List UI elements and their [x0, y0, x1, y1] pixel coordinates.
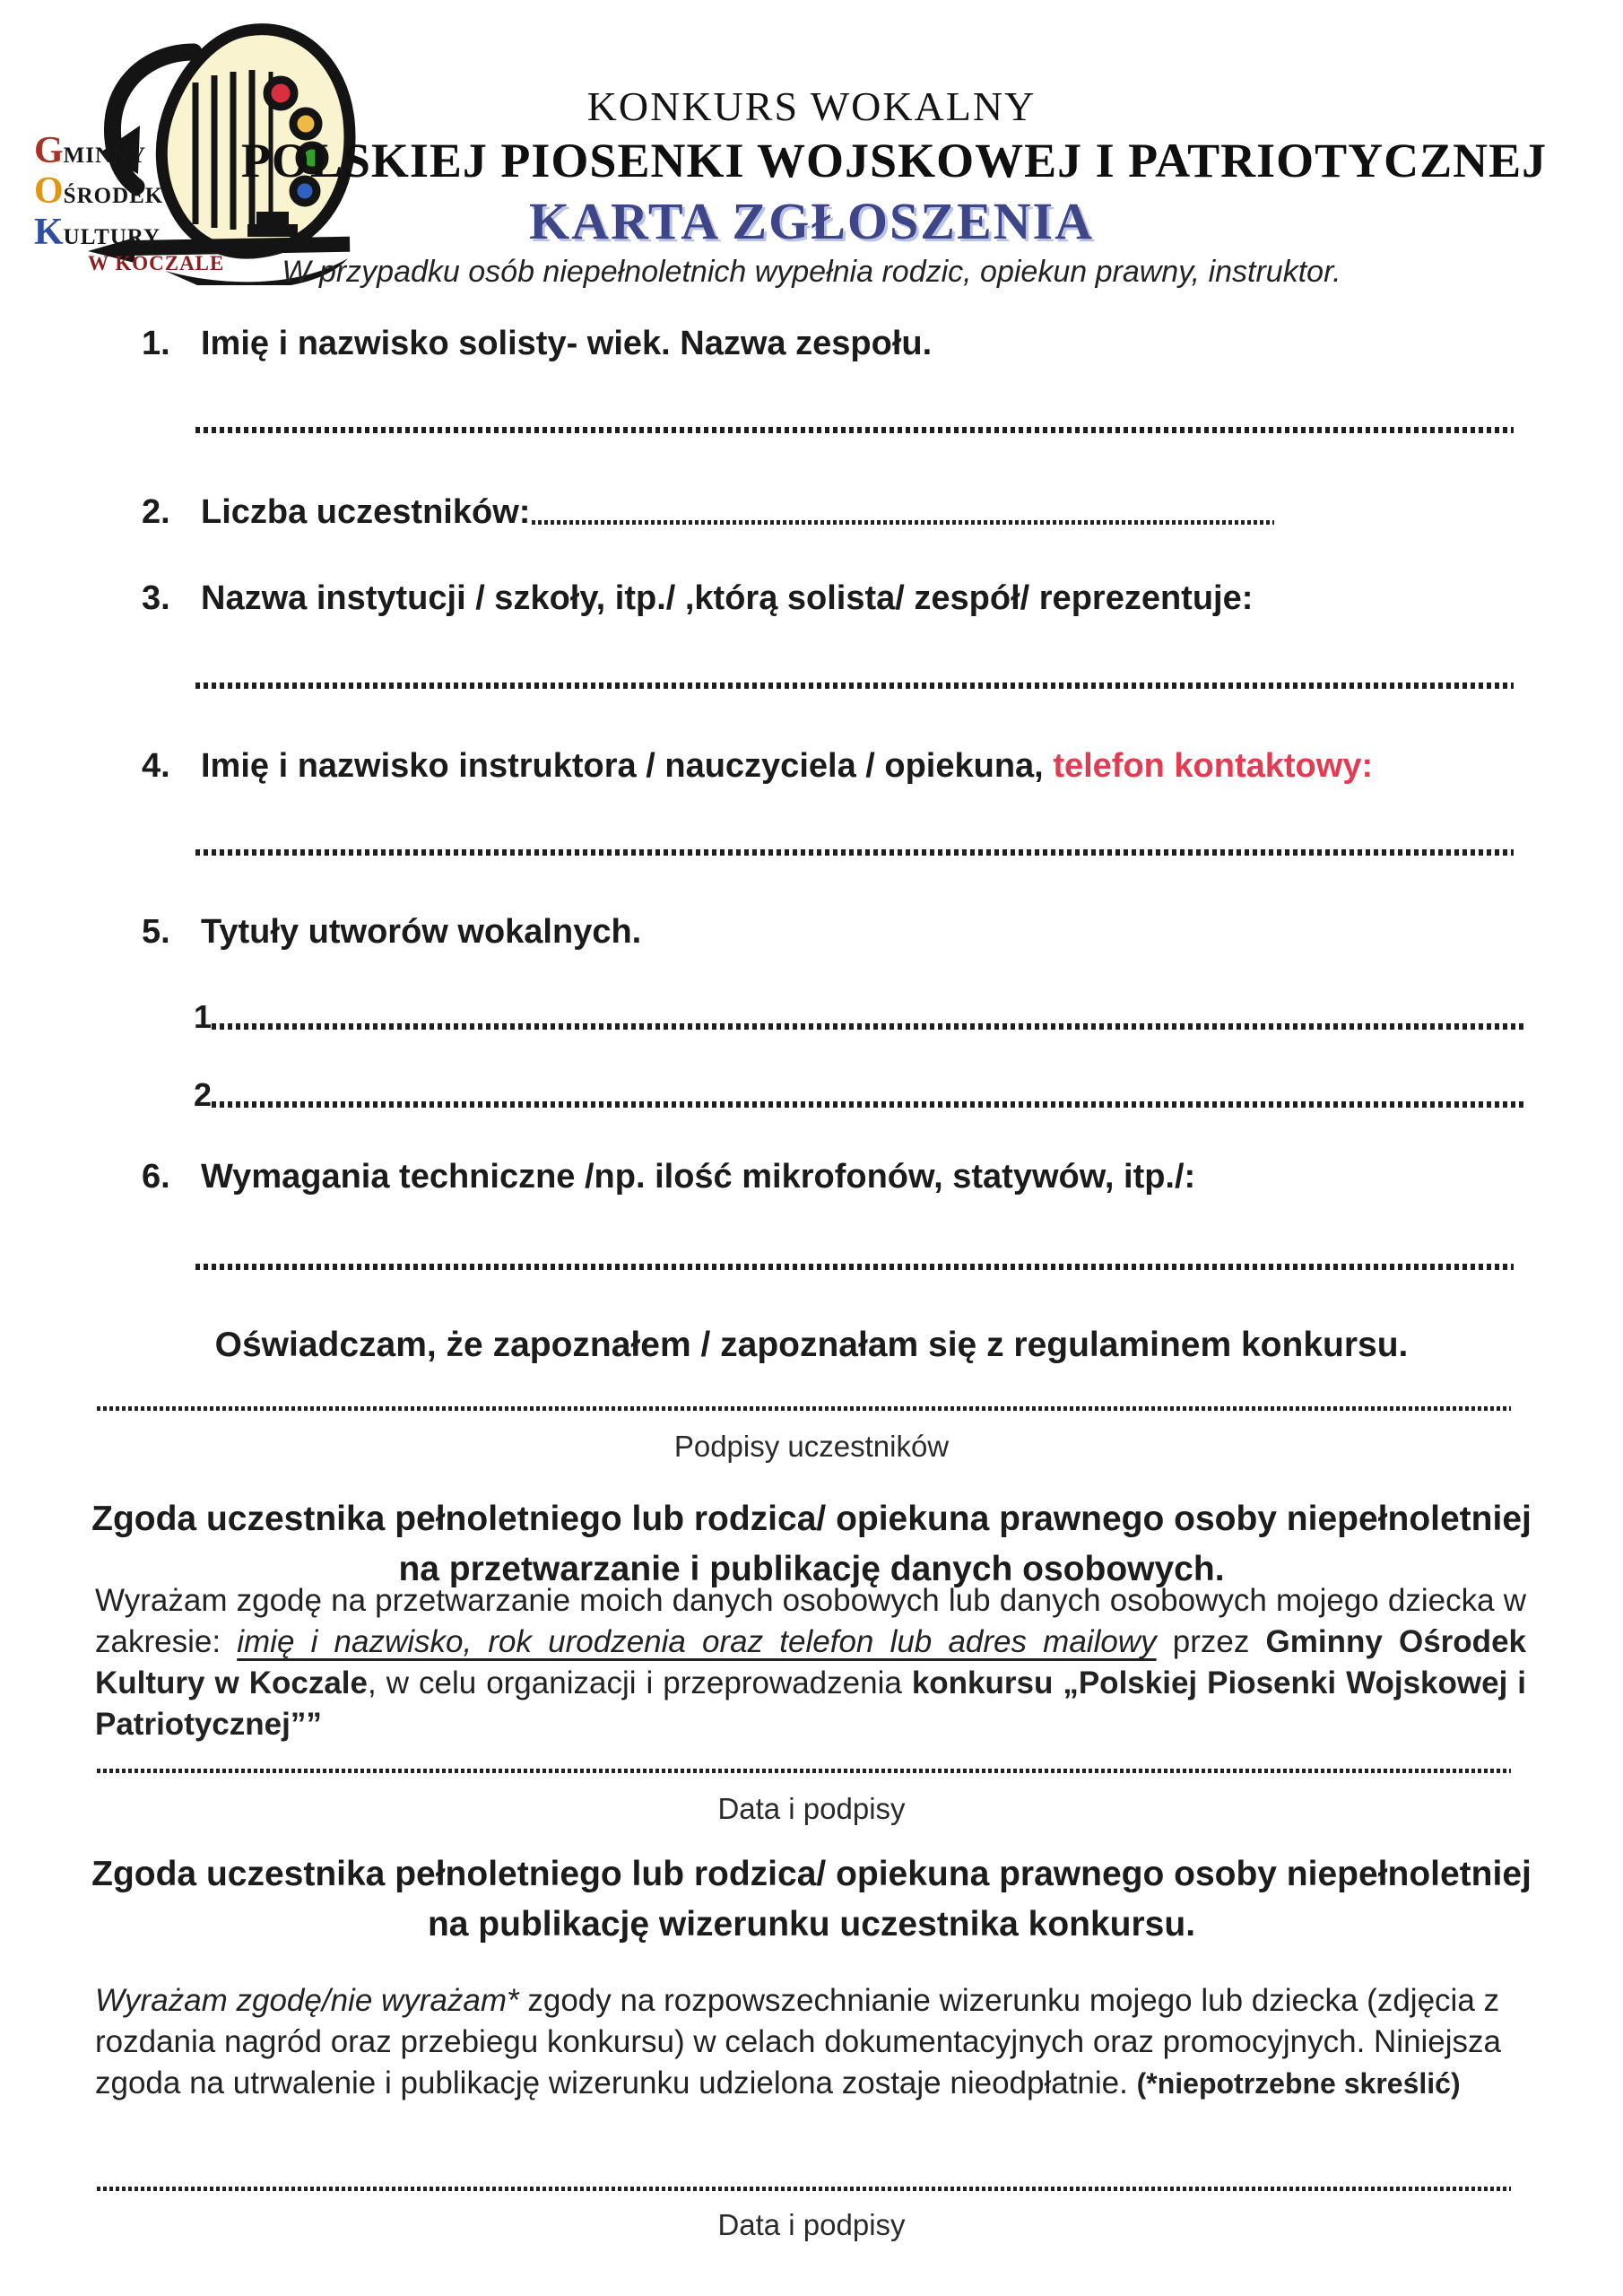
- form-item-6: [142, 1158, 1195, 1196]
- form-item-1: [142, 325, 932, 363]
- item-number: 1.: [142, 325, 170, 362]
- competition-title-line1: KONKURS WOKALNY: [586, 83, 1037, 129]
- form-item-5: [142, 913, 641, 952]
- item-label: Imię i nazwisko instruktora / nauczyciela / opiekuna, telefon kontaktowy:: [201, 747, 1374, 785]
- signature-line-consent-image: [97, 2187, 1511, 2191]
- consent-image-choice: Wyrażam zgodę/nie wyrażam*: [95, 1983, 519, 2018]
- item-label: Liczba uczestników:: [201, 493, 531, 531]
- organizer-name: Gminny Ośrodek Kultury w Koczale: [95, 1624, 1526, 1700]
- logo-initial-k: K: [34, 211, 64, 253]
- fill-in-line-item4: [195, 849, 1514, 856]
- item-number: 6.: [142, 1158, 170, 1196]
- form-title: KARTA ZGŁOSZENIA: [529, 192, 1094, 250]
- fill-in-line-item6: [195, 1264, 1514, 1270]
- song-line-1: [194, 998, 1524, 1036]
- cross-out-note: (*niepotrzebne skreślić): [1136, 2067, 1461, 2100]
- signature-line-participants: [97, 1406, 1511, 1411]
- consent-image-paragraph: Wyrażam zgodę/nie wyrażam* zgody na rozpowszechnianie wizerunku mojego lub dziecka (zdjęcia z rozdania nagród oraz przebiegu konkursu) w celach dokumentacyjnych oraz promocyjnych. Niniejsza zgoda na utrwalenie i publikację wizerunku udzielona zostaje nieodpłatnie. (*niepotrzebne skreślić): [95, 1983, 1502, 2100]
- fill-in-line-item2: [532, 520, 1274, 525]
- fill-in-line-item1: [195, 427, 1514, 433]
- consent-data-paragraph: Wyrażam zgodę na przetwarzanie moich danych osobowych lub danych osobowych mojego dziecka w zakresie: imię i nazwisko, rok urodzenia oraz telefon lub adres mailowy przez Gminny Ośrodek Kultury w Koczale, w celu organizacji i przeprowadzenia konkursu „Polskiej Piosenki Wojskowej i Patriotycznej””: [95, 1583, 1527, 1742]
- date-signatures-label-2: Data i podpisy: [717, 2208, 906, 2241]
- item-number: 3.: [142, 579, 170, 617]
- date-signatures-label-1: Data i podpisy: [717, 1792, 906, 1825]
- logo-initial-g: G: [34, 130, 64, 171]
- fill-in-line-song2: [212, 1101, 1524, 1108]
- item-number: 2.: [142, 493, 170, 531]
- header-note: W przypadku osób niepełnoletnich wypełnia rodzic, opiekun prawny, instruktor.: [282, 255, 1341, 289]
- song-number: 2: [194, 1076, 213, 1113]
- item-label: Imię i nazwisko solisty- wiek. Nazwa zespołu.: [201, 325, 933, 362]
- consent-data-heading-line2: na przetwarzanie i publikację danych osobowych.: [398, 1550, 1225, 1588]
- signature-line-consent-data: [97, 1769, 1511, 1773]
- participants-signatures-label: Podpisy uczestników: [673, 1430, 950, 1463]
- item-label: Wymagania techniczne /np. ilość mikrofonów, statywów, itp./:: [201, 1158, 1196, 1196]
- phone-label-red: telefon kontaktowy:: [1053, 747, 1374, 785]
- logo-town-name: W KOCZALE: [88, 252, 225, 275]
- consent-data-scope-underlined: imię i nazwisko, rok urodzenia oraz telefon lub adres mailowy: [237, 1624, 1157, 1659]
- item-number: 5.: [142, 913, 170, 951]
- competition-name: konkursu „Polskiej Piosenki Wojskowej i Patriotycznej””: [95, 1665, 1527, 1742]
- consent-image-heading-line2: na publikację wizerunku uczestnika konkursu.: [427, 1905, 1196, 1944]
- item-label: Tytuły utworów wokalnych.: [201, 913, 642, 951]
- item-number: 4.: [142, 747, 170, 785]
- consent-data-heading-line1: Zgoda uczestnika pełnoletniego lub rodzica/ opiekuna prawnego osoby niepełnoletniej: [91, 1500, 1532, 1538]
- consent-image-heading-line1: Zgoda uczestnika pełnoletniego lub rodzica/ opiekuna prawnego osoby niepełnoletniej: [91, 1855, 1532, 1893]
- fill-in-line-item3: [195, 683, 1514, 689]
- item-label: Nazwa instytucji / szkoły, itp./ ,którą solista/ zespół/ reprezentuje:: [201, 579, 1254, 617]
- fill-in-line-song1: [212, 1023, 1524, 1030]
- song-number: 1: [194, 998, 213, 1035]
- logo-initial-o: O: [34, 170, 64, 213]
- logo-org-name: GMINNY OŚRODEK KULTURY W KOCZALE: [34, 130, 225, 275]
- form-item-2: [142, 493, 1274, 532]
- competition-title-line2: POLSKIEJ PIOSENKI WOJSKOWEJ I PATRIOTYCZNEJ: [240, 134, 1548, 187]
- form-item-4: [142, 747, 1373, 786]
- declaration-statement: Oświadczam, że zapoznałem / zapoznałam się z regulaminem konkursu.: [214, 1326, 1409, 1364]
- song-line-2: [194, 1076, 1524, 1114]
- form-item-3: [142, 579, 1253, 618]
